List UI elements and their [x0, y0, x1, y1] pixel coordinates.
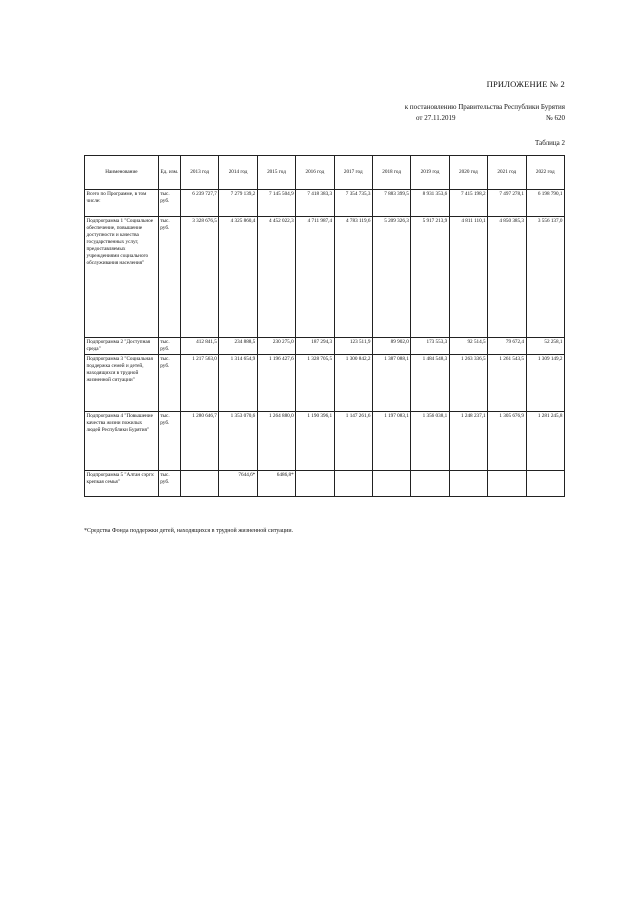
- cell-value: 234 888,5: [219, 338, 257, 355]
- cell-value: 79 672,4: [488, 338, 526, 355]
- cell-value: 1 484 548,3: [411, 355, 449, 412]
- cell-value: 1 305 676,9: [488, 412, 526, 471]
- cell-value: 7 415 198,2: [449, 190, 487, 217]
- column-header: 2015 год: [257, 156, 295, 190]
- column-header: 2019 год: [411, 156, 449, 190]
- cell-value: 1 263 336,5: [449, 355, 487, 412]
- cell-value: 4 711 987,4: [296, 217, 334, 338]
- cell-value: 1 300 842,2: [334, 355, 372, 412]
- cell-value: 1 264 880,0: [257, 412, 295, 471]
- cell-value: [411, 471, 449, 497]
- table-row: [85, 412, 565, 471]
- cell-value: 123 511,9: [334, 338, 372, 355]
- row-unit: тыс. руб.: [158, 355, 180, 412]
- table-row: [85, 190, 565, 217]
- cell-value: 6 198 790,1: [526, 190, 565, 217]
- cell-value: [488, 471, 526, 497]
- cell-value: 7 418 383,3: [296, 190, 334, 217]
- table-header-row: [85, 156, 565, 190]
- table-row: [85, 355, 565, 412]
- column-header: 2022 год: [526, 156, 565, 190]
- cell-value: 412 841,5: [180, 338, 218, 355]
- table-row: [85, 471, 565, 497]
- column-header: 2016 год: [296, 156, 334, 190]
- row-unit: тыс. руб.: [158, 338, 180, 355]
- cell-value: 173 553,3: [411, 338, 449, 355]
- cell-value: 7 279 139,2: [219, 190, 257, 217]
- cell-value: 4 325 860,4: [219, 217, 257, 338]
- cell-value: 8 931 353,6: [411, 190, 449, 217]
- column-header: 2018 год: [372, 156, 410, 190]
- cell-value: 1 328 705,5: [296, 355, 334, 412]
- cell-value: [180, 471, 218, 497]
- column-header: 2021 год: [488, 156, 526, 190]
- cell-value: 1 314 654,9: [219, 355, 257, 412]
- row-unit: тыс. руб.: [158, 217, 180, 338]
- decree-reference: к постановлению Правительства Республики Бурятия: [404, 103, 565, 111]
- cell-value: 1 190 396,1: [296, 412, 334, 471]
- cell-value: 5 917 213,9: [411, 217, 449, 338]
- footnote: *Средства Фонда поддержки детей, находящихся в трудной жизненной ситуации.: [84, 528, 294, 534]
- cell-value: 1 387 088,1: [372, 355, 410, 412]
- decree-number: № 620: [546, 114, 565, 122]
- cell-value: 92 514,5: [449, 338, 487, 355]
- column-header: Наименование: [85, 156, 159, 190]
- cell-value: 4 850 385,3: [488, 217, 526, 338]
- cell-value: [449, 471, 487, 497]
- cell-value: 1 353 070,6: [219, 412, 257, 471]
- row-unit: тыс. руб.: [158, 471, 180, 497]
- cell-value: 1 217 563,0: [180, 355, 218, 412]
- appendix-title: ПРИЛОЖЕНИЕ № 2: [486, 79, 565, 89]
- cell-value: 1 248 237,1: [449, 412, 487, 471]
- table-row: [85, 217, 565, 338]
- row-name: Подпрограмма 5 "Алтан сэргэ: крепкая семья": [85, 471, 159, 497]
- cell-value: 3 328 676,5: [180, 217, 218, 338]
- cell-value: [334, 471, 372, 497]
- row-name: Подпрограмма 1 "Социальное обеспечение, повышение доступности и качества государственных услуг, предоставляемых учреждениями социального обслуживания населения": [85, 217, 159, 338]
- cell-value: 187 294,3: [296, 338, 334, 355]
- decree-date: от 27.11.2019: [416, 114, 456, 122]
- cell-value: [296, 471, 334, 497]
- column-header: 2014 год: [219, 156, 257, 190]
- column-header: 2020 год: [449, 156, 487, 190]
- cell-value: 1 261 543,5: [488, 355, 526, 412]
- cell-value: 1 196 427,6: [257, 355, 295, 412]
- column-header: 2013 год: [180, 156, 218, 190]
- cell-value: [526, 471, 565, 497]
- cell-value: 1 147 261,6: [334, 412, 372, 471]
- cell-value: 230 275,0: [257, 338, 295, 355]
- cell-value: 1 280 646,7: [180, 412, 218, 471]
- cell-value: 4 811 110,1: [449, 217, 487, 338]
- table-row: [85, 338, 565, 355]
- cell-value: 7644,6*: [219, 471, 257, 497]
- cell-value: 4 452 022,3: [257, 217, 295, 338]
- column-header: Ед. изм.: [158, 156, 180, 190]
- column-header: 2017 год: [334, 156, 372, 190]
- cell-value: 89 902,0: [372, 338, 410, 355]
- cell-value: 1 281 245,8: [526, 412, 565, 471]
- cell-value: 4 783 119,6: [334, 217, 372, 338]
- cell-value: 7 497 278,1: [488, 190, 526, 217]
- cell-value: 52 258,1: [526, 338, 565, 355]
- row-unit: тыс. руб.: [158, 190, 180, 217]
- row-name: Всего по Программе, в том числе:: [85, 190, 159, 217]
- cell-value: 1 309 149,2: [526, 355, 565, 412]
- cell-value: 3 556 137,0: [526, 217, 565, 338]
- cell-value: 1 356 038,1: [411, 412, 449, 471]
- cell-value: 6 239 727,7: [180, 190, 218, 217]
- cell-value: 1 197 083,1: [372, 412, 410, 471]
- row-name: Подпрограмма 2 "Доступная среда": [85, 338, 159, 355]
- cell-value: [372, 471, 410, 497]
- row-name: Подпрограмма 3 "Социальная поддержка семей и детей, находящихся в трудной жизненной ситуации": [85, 355, 159, 412]
- cell-value: 7 354 735,3: [334, 190, 372, 217]
- row-name: Подпрограмма 4 "Повышение качества жизни пожилых людей Республики Бурятия": [85, 412, 159, 471]
- row-unit: тыс. руб.: [158, 412, 180, 471]
- table-label: Таблица 2: [535, 139, 565, 147]
- cell-value: 5 209 326,3: [372, 217, 410, 338]
- cell-value: 7 883 399,5: [372, 190, 410, 217]
- cell-value: 7 145 504,9: [257, 190, 295, 217]
- funding-table: [84, 155, 565, 497]
- cell-value: 6486,8*: [257, 471, 295, 497]
